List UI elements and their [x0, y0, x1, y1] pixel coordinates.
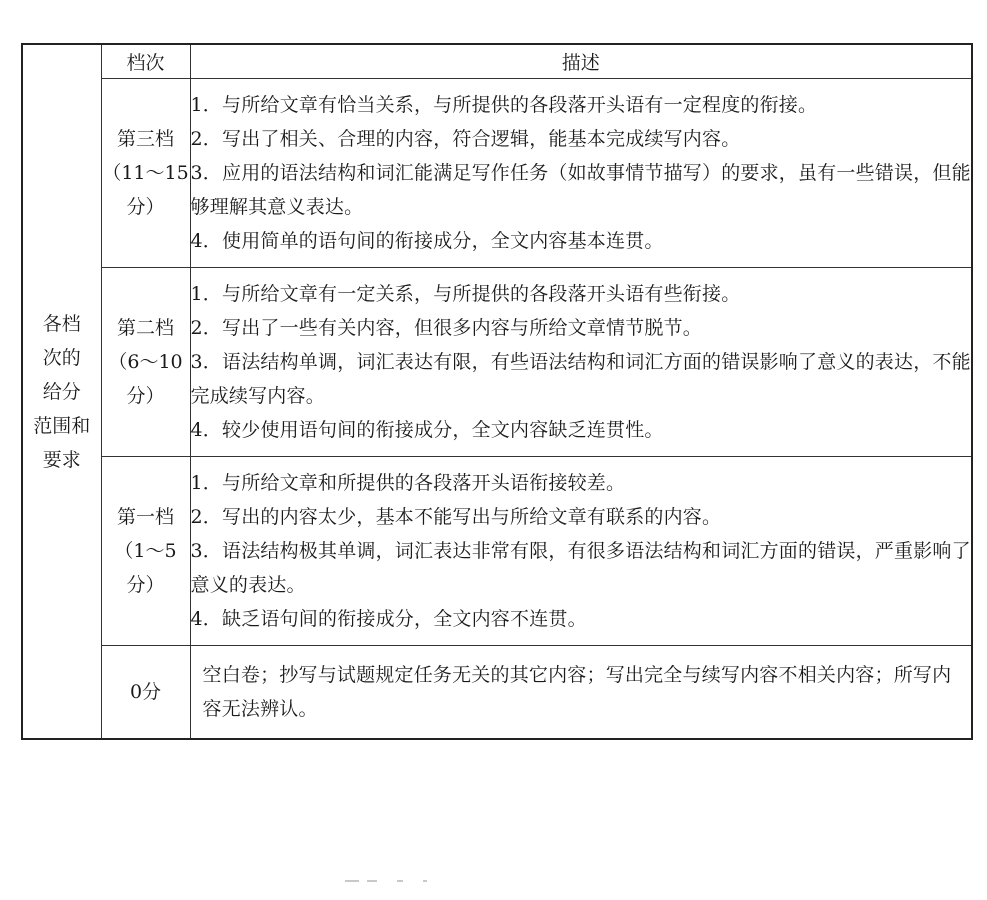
description-item: 1．与所给文章和所提供的各段落开头语衔接较差。: [190, 472, 626, 494]
category-line: 要求: [42, 448, 81, 471]
header-blank-cell: [22, 44, 101, 739]
level-cell: [101, 457, 190, 646]
category-line: 各档: [42, 312, 81, 335]
description-item: 2．写出的内容太少，基本不能写出与所给文章有联系的内容。: [190, 506, 722, 528]
description-item: 1．与所给文章有恰当关系，与所提供的各段落开头语有一定程度的衔接。: [190, 94, 818, 116]
header-level: 档次: [101, 44, 190, 79]
scan-artifact: [345, 880, 435, 884]
level-label: 第一档: [116, 506, 174, 528]
description-item: 1．与所给文章有一定关系，与所提供的各段落开头语有些衔接。: [190, 283, 741, 305]
level-label: 第三档: [116, 128, 174, 150]
category-line: 范围和: [33, 414, 91, 437]
level-cell: [101, 646, 190, 740]
table-header-row: [22, 44, 972, 79]
description-cell: [190, 457, 972, 646]
level-range: （1～5: [114, 540, 177, 562]
level-cell: [101, 268, 190, 457]
description-item: 3．应用的语法结构和词汇能满足写作任务（如故事情节描写）的要求，虽有一些错误，但能够理解其意义表达。: [190, 162, 971, 218]
description-item: 2．写出了相关、合理的内容，符合逻辑，能基本完成续写内容。: [190, 128, 741, 150]
level-label: 第二档: [116, 317, 174, 339]
description-item: 3．语法结构极其单调，词汇表达非常有限，有很多语法结构和词汇方面的错误，严重影响了意义的表达。: [190, 540, 971, 596]
table-row: [22, 268, 972, 457]
table-row: [22, 646, 972, 740]
table-row: [22, 457, 972, 646]
category-line: 次的: [42, 346, 81, 369]
header-description: 描述: [190, 44, 972, 79]
description-item: 3．语法结构单调，词汇表达有限，有些语法结构和词汇方面的错误影响了意义的表达，不能完成续写内容。: [190, 351, 971, 407]
level-label: 0分: [129, 681, 162, 703]
level-unit: 分）: [126, 385, 165, 407]
description-item: 2．写出了一些有关内容，但很多内容与所给文章情节脱节。: [190, 317, 702, 339]
level-unit: 分）: [126, 574, 165, 596]
level-range: （6～10: [108, 351, 183, 373]
level-range: （11～15: [102, 162, 189, 184]
description-item: 4．使用简单的语句间的衔接成分，全文内容基本连贯。: [190, 230, 664, 252]
description-cell: [190, 268, 972, 457]
category-line: 给分: [42, 380, 81, 403]
description-item: 4．缺乏语句间的衔接成分，全文内容不连贯。: [190, 608, 587, 630]
description-cell: [190, 79, 972, 268]
description-item: 4．较少使用语句间的衔接成分，全文内容缺乏连贯性。: [190, 419, 664, 441]
scoring-rubric-table: [21, 43, 973, 740]
level-cell: [101, 79, 190, 268]
description-cell: [190, 646, 972, 740]
level-unit: 分）: [126, 196, 165, 218]
table-row: [22, 79, 972, 268]
description-item: 空白卷；抄写与试题规定任务无关的其它内容；写出完全与续写内容不相关内容；所写内容无法辨认。: [202, 664, 952, 720]
